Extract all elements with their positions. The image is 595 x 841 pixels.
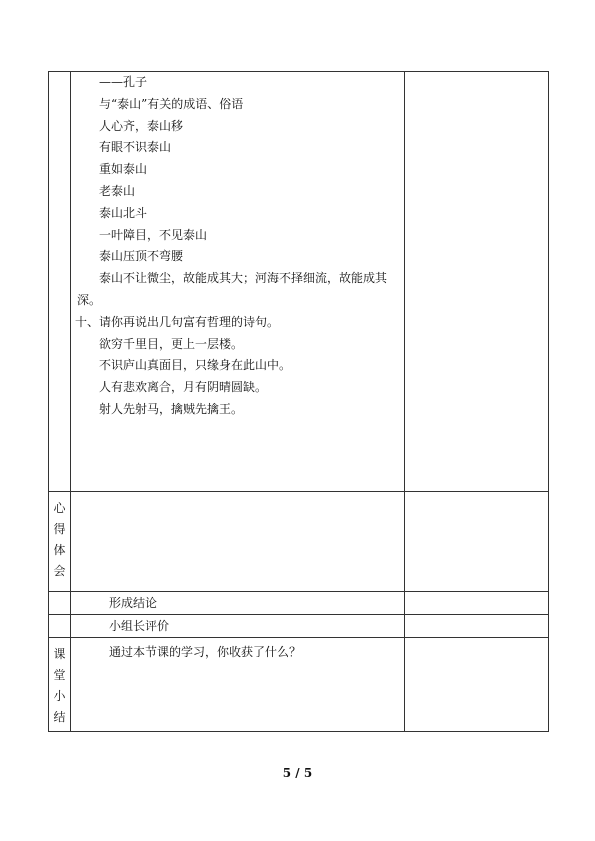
leader-review-note-cell bbox=[405, 615, 549, 638]
leader-review-side-cell bbox=[49, 615, 71, 638]
content-line: 深。 bbox=[77, 292, 102, 307]
leader-review-row bbox=[49, 615, 549, 638]
reflection-label-cell bbox=[49, 492, 71, 592]
reflection-row bbox=[49, 492, 549, 592]
poem-line: 射人先射马，擒贼先擒王。 bbox=[99, 401, 244, 416]
conclusion-side-cell bbox=[49, 592, 71, 615]
content-line: ——孔子 bbox=[99, 75, 148, 89]
label-char: 心 bbox=[53, 501, 66, 515]
label-char: 课 bbox=[53, 647, 66, 661]
content-line: 有眼不识泰山 bbox=[99, 140, 172, 155]
label-char: 堂 bbox=[53, 668, 66, 682]
conclusion-note-cell bbox=[405, 592, 549, 615]
conclusion-row bbox=[49, 592, 549, 615]
leader-review-main-cell bbox=[71, 615, 405, 638]
label-char: 会 bbox=[53, 564, 66, 578]
conclusion-main-cell bbox=[71, 592, 405, 615]
summary-main-cell bbox=[71, 638, 405, 732]
reflection-note-cell bbox=[405, 492, 549, 592]
content-row bbox=[49, 72, 549, 492]
question-ten: 十、请你再说出几句富有哲理的诗句。 bbox=[75, 314, 280, 329]
summary-label-cell bbox=[49, 638, 71, 732]
content-line: 泰山压顶不弯腰 bbox=[99, 249, 184, 264]
conclusion-label: 形成结论 bbox=[109, 596, 158, 610]
content-line: 泰山北斗 bbox=[99, 205, 148, 220]
label-char: 体 bbox=[53, 543, 66, 557]
poem-line: 不识庐山真面目，只缘身在此山中。 bbox=[99, 358, 292, 373]
content-line: 与“泰山”有关的成语、俗语 bbox=[99, 96, 244, 111]
content-line: 一叶障目，不见泰山 bbox=[99, 227, 208, 242]
content-side-cell bbox=[49, 72, 71, 492]
content-line: 老泰山 bbox=[99, 183, 136, 198]
content-note-cell bbox=[405, 72, 549, 492]
page-number: 5 / 5 bbox=[282, 766, 313, 780]
reflection-label bbox=[49, 492, 70, 582]
reflection-main-cell bbox=[71, 492, 405, 592]
content-main-cell bbox=[71, 72, 405, 492]
summary-row bbox=[49, 638, 549, 732]
leader-review-label: 小组长评价 bbox=[109, 619, 170, 633]
poem-line: 欲穷千里目，更上一层楼。 bbox=[99, 336, 244, 351]
summary-label bbox=[49, 638, 70, 728]
content-line: 人心齐，泰山移 bbox=[99, 118, 184, 133]
summary-prompt: 通过本节课的学习，你收获了什么？ bbox=[109, 645, 302, 659]
label-char: 得 bbox=[53, 522, 66, 536]
lesson-plan-table bbox=[48, 71, 549, 732]
content-line: 重如泰山 bbox=[99, 162, 148, 177]
summary-note-cell bbox=[405, 638, 549, 732]
poem-line: 人有悲欢离合，月有阴晴圆缺。 bbox=[99, 380, 268, 395]
content-line: 泰山不让微尘，故能成其大；河海不择细流，故能成其 bbox=[99, 271, 388, 286]
label-char: 小 bbox=[53, 689, 66, 703]
label-char: 结 bbox=[53, 710, 66, 724]
